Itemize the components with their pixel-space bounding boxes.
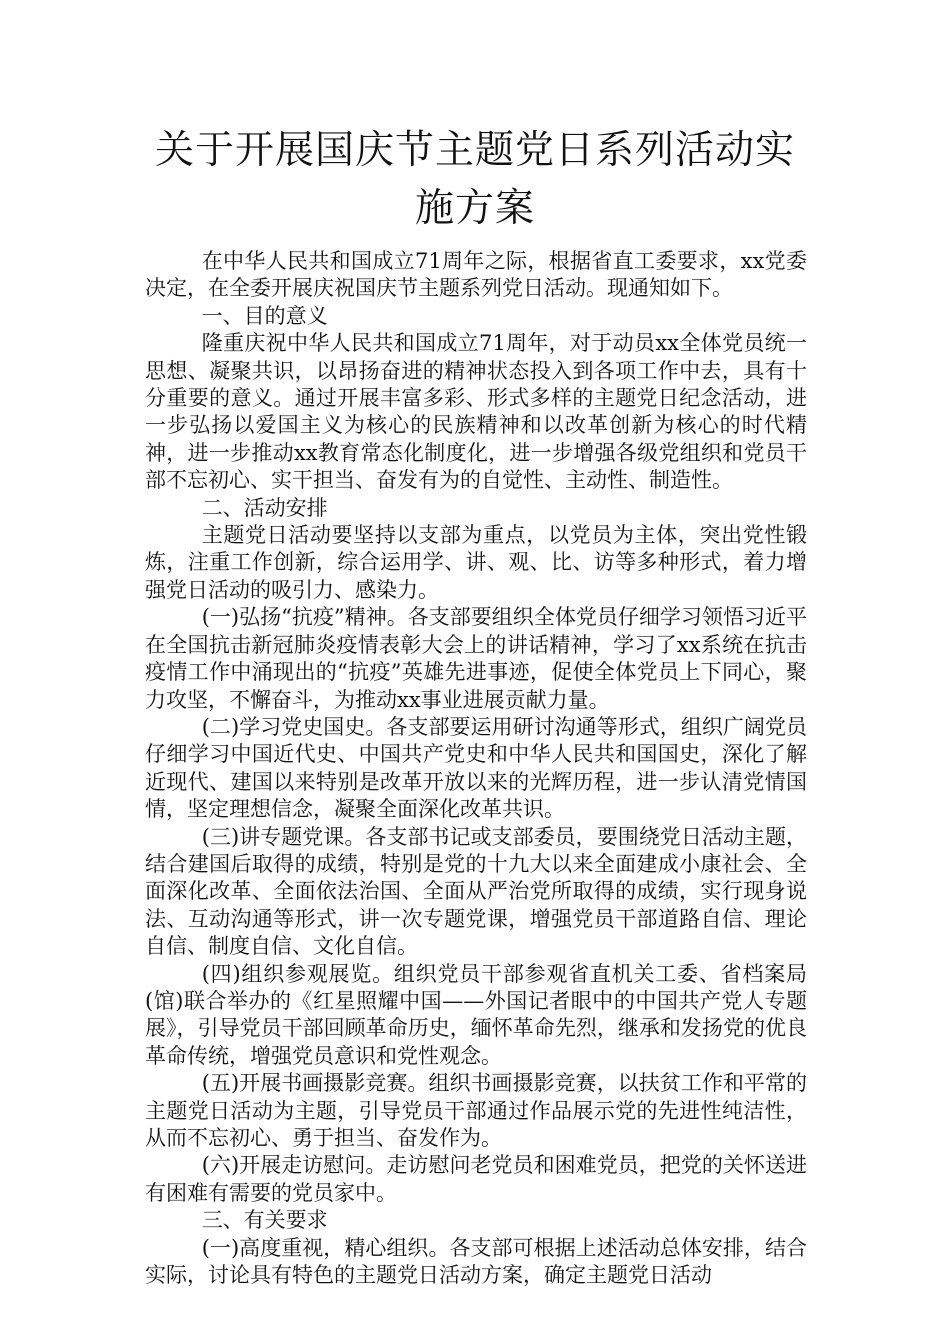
activity-item-1: (一)弘扬“抗疫”精神。各支部要组织全体党员仔细学习领悟习近平在全国抗击新冠肺炎疫情表彰大会上的讲话精神，学习了xx系统在抗击疫情工作中涌现出的“抗疫”英雄先进事迹，促使全体党员上下同心，聚力攻坚，不懈奋斗，为推动xx事业进展贡献力量。 [145, 605, 807, 712]
activity-item-4: (四)组织参观展览。组织党员干部参观省直机关工委、省档案局(馆)联合举办的《红星照耀中国——外国记者眼中的中国共产党人专题展》，引导党员干部回顾革命历史，缅怀革命先烈，继承和发扬党的优良革命传统，增强党员意识和党性观念。 [145, 961, 807, 1068]
section-heading-arrangement: 二、活动安排 [201, 495, 328, 520]
activity-item-2: (二)学习党史国史。各支部要运用研讨沟通等形式，组织广阔党员仔细学习中国近代史、中国共产党史和中华人民共和国国史，深化了解近现代、建国以来特别是改革开放以来的光辉历程，进一步认清党情国情，坚定理想信念，凝聚全面深化改革共识。 [145, 714, 807, 822]
document-body [145, 248, 807, 1289]
requirement-item-1: (一)高度重视，精心组织。各支部可根据上述活动总体安排，结合实际，讨论具有特色的主题党日活动方案，确定主题党日活动 [145, 1235, 807, 1288]
activity-item-6: (六)开展走访慰问。走访慰问老党员和困难党员，把党的关怀送进有困难有需要的党员家中。 [145, 1153, 807, 1205]
section-heading-requirements: 三、有关要求 [201, 1208, 328, 1233]
intro-paragraph: 在中华人民共和国成立71周年之际，根据省直工委要求，xx党委决定，在全委开展庆祝国庆节主题系列党日活动。现通知如下。 [145, 249, 807, 301]
activity-item-3: (三)讲专题党课。各支部书记或支部委员，要围绕党日活动主题，结合建国后取得的成绩，特别是党的十九大以来全面建成小康社会、全面深化改革、全面依法治国、全面从严治党所取得的成绩，实行现身说法、互动沟通等形式，讲一次专题党课，增强党员干部道路自信、理论自信、制度自信、文化自信。 [145, 824, 807, 959]
purpose-paragraph: 隆重庆祝中华人民共和国成立71周年，对于动员xx全体党员统一思想、凝聚共识，以昂扬奋进的精神状态投入到各项工作中去，具有十分重要的意义。通过开展丰富多彩、形式多样的主题党日纪念活动，进一步弘扬以爱国主义为核心的民族精神和以改革创新为核心的时代精神，进一步推动xx教育常态化制度化，进一步增强各级党组织和党员干部不忘初心、实干担当、奋发有为的自觉性、主动性、制造性。 [145, 331, 807, 493]
document-title: 关于开展国庆节主题党日系列活动实施方案 [154, 128, 795, 231]
arrangement-paragraph: 主题党日活动要坚持以支部为重点，以党员为主体，突出党性锻炼，注重工作创新，综合运用学、讲、观、比、访等多种形式，着力增强党日活动的吸引力、感染力。 [145, 523, 807, 602]
activity-item-5: (五)开展书画摄影竞赛。组织书画摄影竞赛，以扶贫工作和平常的主题党日活动为主题，引导党员干部通过作品展示党的先进性纯洁性，从而不忘初心、勇于担当、奋发作为。 [145, 1071, 807, 1150]
section-heading-purpose: 一、目的意义 [201, 303, 328, 328]
